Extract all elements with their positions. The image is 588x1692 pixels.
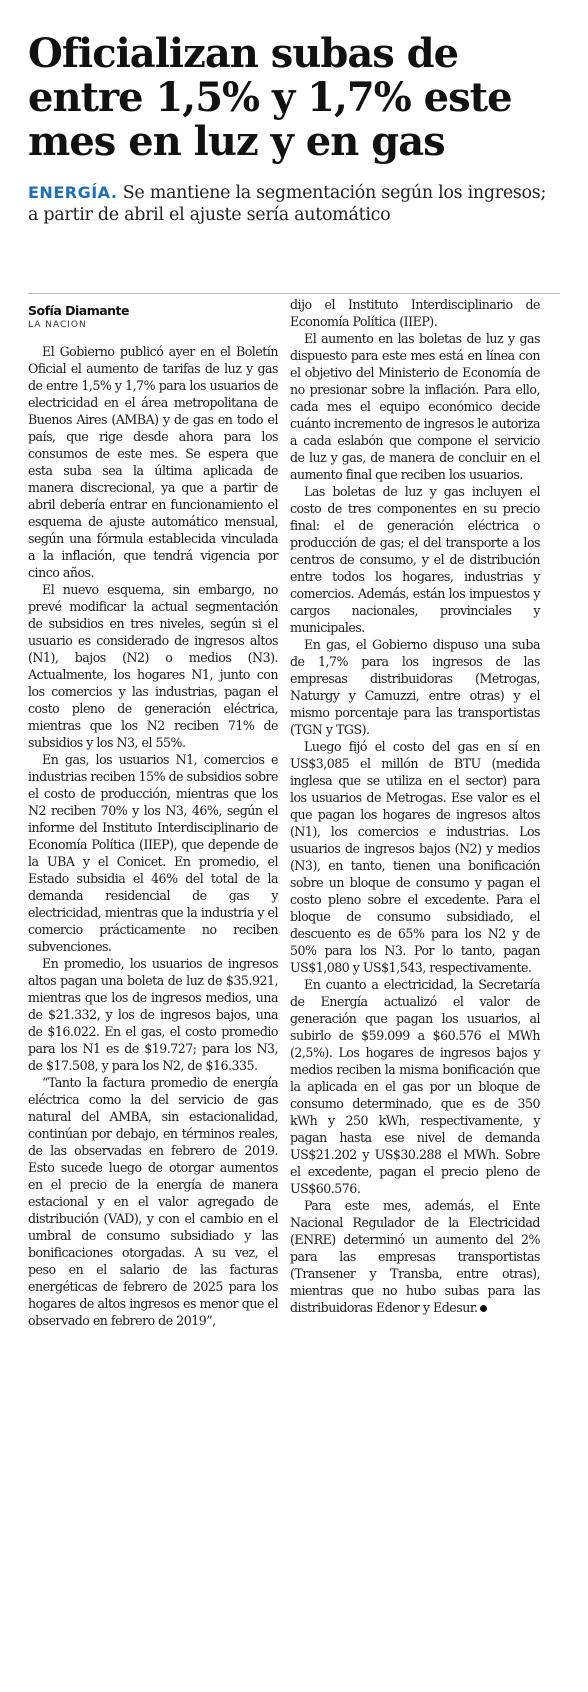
headline: Oficializan subas de entre 1,5% y 1,7% este mes en luz y en gas — [28, 30, 512, 165]
paragraph: En cuanto a electricidad, la Secretaría de Energía actualizó el valor de generación que pagan los usuarios, al subirlo de $59.099 a $60.576 el MWh (2,5%). Los hogares de ingresos bajos y medios reciben la misma bonificación que la aplicada en el gas por un bloque de consumo determinado, que es de 350 kWh y 250 kWh, respectivamente, y pagan hasta ese nivel de demanda US$21.202 y US$30.288 el MWh. Sobre el excedente, pagan el precio pleno de US$60.576. — [290, 977, 540, 1196]
paragraph: En promedio, los usuarios de ingresos altos pagan una boleta de luz de $35.921, mientras que los de ingresos medios, una de $21.332, y los de ingresos bajos, una de $16.022. En el gas, el costo promedio para los N1 es de $19.727; para los N3, de $17.508, y para los N2, de $16.335. — [28, 956, 278, 1073]
paragraph: “Tanto la factura promedio de energía eléctrica como la del servicio de gas natural del AMBA, sin estacionalidad, continúan por debajo, en términos reales, de las observadas en febrero de 2019. Esto sucede luego de otorgar aumentos en el precio de la energía de manera estacional y en el valor agregado de distribución (VAD), y con el cambio en el umbral de consumo subsidiado y las bonificaciones otorgadas. A su vez, el peso en el salario de las facturas energéticas de febrero de 2025 para los hogares de altos ingresos es menor que el observado en febrero de 2019”, — [28, 1075, 278, 1328]
column-right — [290, 296, 540, 1316]
paragraph: En gas, los usuarios N1, comercios e industrias reciben 15% de subsidios sobre el costo de producción, mientras que los N2 reciben 70% y los N3, 46%, según el informe del Instituto Interdisciplinario de Economía Política (IIEP), que depende de la UBA y el Conicet. En promedio, el Estado subsidia el 46% del total de la demanda residencial de gas y electricidad, mientras que la industria y el comercio prácticamente no reciben subvenciones. — [28, 752, 278, 954]
article-body — [28, 296, 560, 1676]
paragraph: El nuevo esquema, sin embargo, no prevé modificar la actual segmentación de subsidios en tres niveles, según si el usuario es considerado de ingresos altos (N1), bajos (N2) o medios (N3). Actualmente, los hogares N1, junto con los comercios y las industrias, pagan el costo pleno de generación eléctrica, mientras que los N2 reciben 71% de subsidios y los N3, el 55%. — [28, 582, 278, 750]
header-divider — [28, 293, 560, 294]
byline — [28, 302, 278, 331]
paragraph-continued: dijo el Instituto Interdisciplinario de Economía Política (IIEP). — [290, 297, 540, 329]
byline-author: Sofía Diamante — [28, 303, 130, 318]
paragraph: El aumento en las boletas de luz y gas dispuesto para este mes está en línea con el objetivo del Ministerio de Economía de no presionar sobre la inflación. Para ello, cada mes el equipo económico decide cuánto incremento de ingresos le autoriza a cada eslabón que compone el servicio de luz y gas, de manera de concluir en el aumento final que reciben los usuarios. — [290, 331, 540, 482]
deck-text: Se mantiene la segmentación según los ingresos; a partir de abril el ajuste sería automático — [28, 183, 547, 225]
paragraph-last-text: Para este mes, además, el Ente Nacional Regulador de la Electricidad (ENRE) determinó un aumento del 2% para las empresas transportistas (Transener y Transba, entre otras), mientras que no hubo subas para las distribuidoras Edenor y Edesur. — [290, 1198, 540, 1315]
deck-kicker: ENERGÍA. — [28, 183, 118, 202]
paragraph: Luego fijó el costo del gas en sí en US$3,085 el millón de BTU (medida inglesa que se utiliza en el sector) para los usuarios de Metrogas. Ese valor es el que pagan los hogares de ingresos altos (N1), los comercios e industrias. Los usuarios de ingresos bajos (N2) y medios (N3), en tanto, tienen una bonificación sobre un bloque de consumo y pagan el costo pleno sobre el excedente. Para el bloque de consumo subsidiado, el descuento es de 65% para los N2 y de 50% para los N3. Por lo tanto, pagan US$1,080 y US$1,543, respectivamente. — [290, 739, 540, 975]
byline-outlet: LA NACION — [28, 320, 87, 330]
paragraph-last — [290, 1197, 540, 1316]
end-of-article-dot-icon — [480, 1305, 487, 1312]
paragraph: En gas, el Gobierno dispuso una suba de 1,7% para los ingresos de las empresas distribuidoras (Metrogas, Naturgy y Camuzzi, entre otras) y el mismo porcentaje para las transportistas (TGN y TGS). — [290, 637, 540, 737]
paragraph: Las boletas de luz y gas incluyen el costo de tres componentes en su precio final: el de generación eléctrica o producción de gas; el del transporte a los centros de consumo, y el de distribución entre todos los hogares, industrias y comercios. Además, están los impuestos y cargos nacionales, provinciales y municipales. — [290, 484, 540, 635]
column-left — [28, 296, 278, 1329]
deck — [28, 182, 560, 226]
paragraph: El Gobierno publicó ayer en el Boletín Oficial el aumento de tarifas de luz y gas de entre 1,5% y 1,7% para los usuarios de electricidad en el área metropolitana de Buenos Aires (AMBA) y de gas en todo el país, que rige desde ahora para los consumos de este mes. Se espera que esta suba sea la última aplicada de manera discrecional, ya que a partir de abril debería entrar en funcionamiento el esquema de ajuste automático mensual, según una fórmula establecida vinculada a la inflación, que tendrá vigencia por cinco años. — [28, 344, 278, 580]
